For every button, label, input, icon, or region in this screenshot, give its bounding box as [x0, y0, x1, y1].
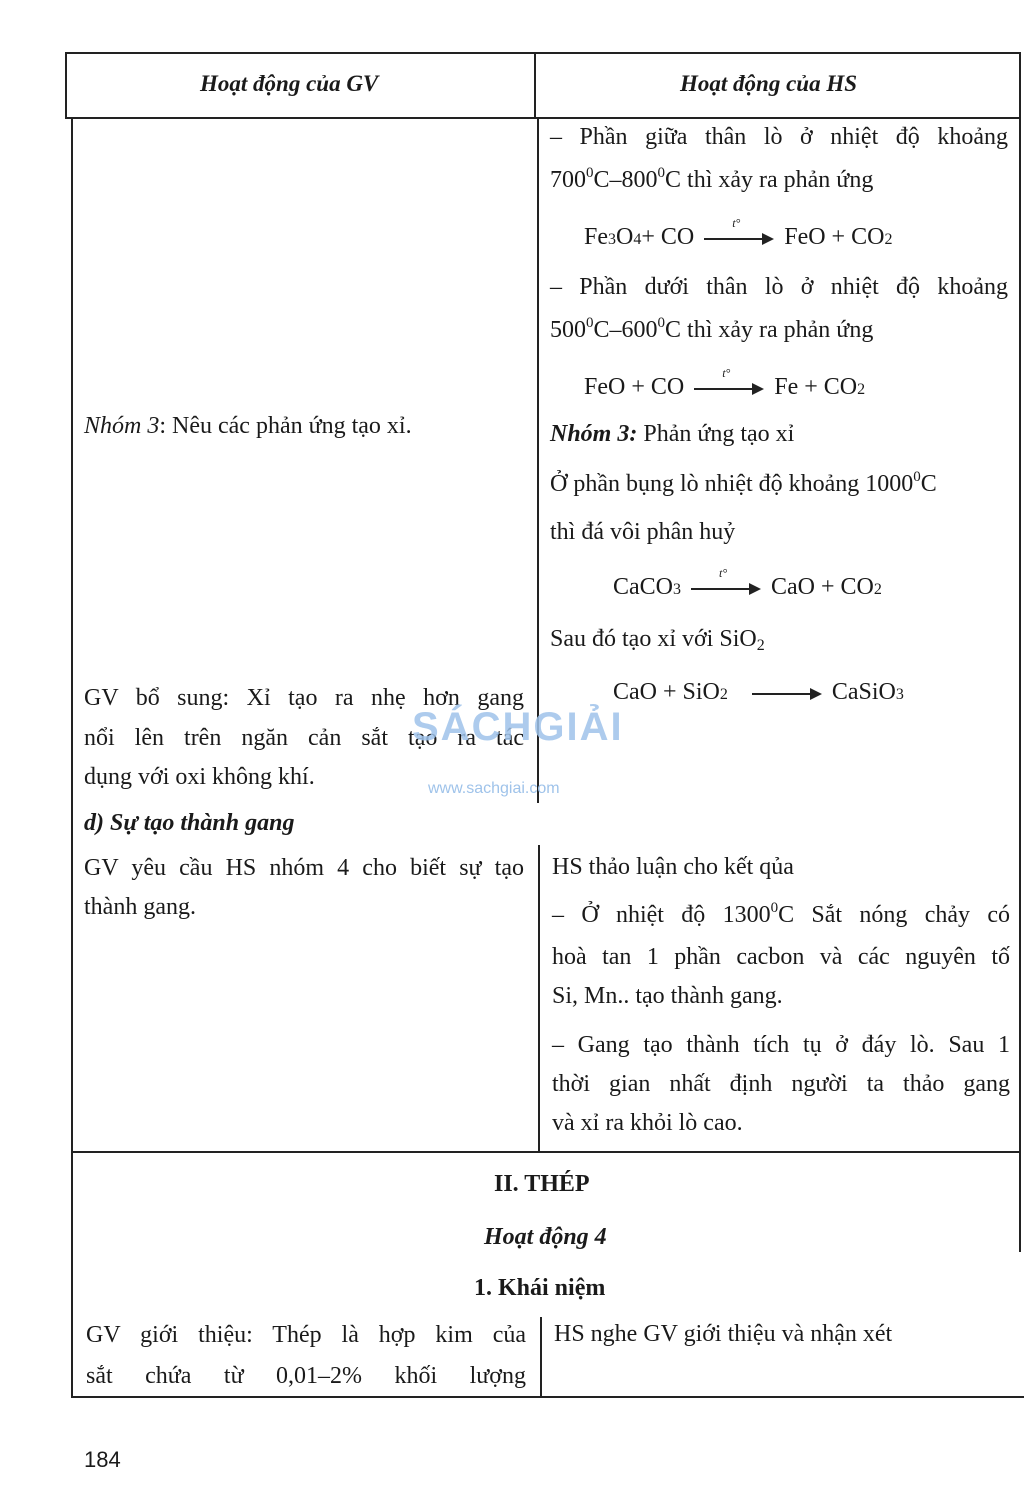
reaction-arrow-icon: t°: [704, 230, 774, 244]
equation-fe3o4-co: Fe 3 O 4 + CO t° FeO + CO 2: [584, 216, 893, 250]
reaction-arrow-icon: t°: [694, 380, 764, 394]
column-divider: [537, 117, 539, 803]
hs-steel: HS nghe GV giới thiệu và nhận xét: [554, 1321, 893, 1347]
column-divider: [540, 1317, 542, 1397]
gv-group4-line1: GV yêu cầu HS nhóm 4 cho biết sự tạo: [84, 855, 524, 881]
page-number: 184: [84, 1447, 121, 1472]
hs-group4-line2: – Ở nhiệt độ 1300$^0$C Sắt nóng chảy có: [552, 900, 1010, 928]
section-d-heading: d) Sự tạo thành gang: [84, 810, 295, 836]
activity4-title: Hoạt động 4: [484, 1224, 607, 1250]
concept-title: 1. Khái niệm: [474, 1275, 606, 1301]
equation-caco3: CaCO 3 t° CaO + CO 2: [613, 566, 882, 600]
equation-feo-co: FeO + CO t° Fe + CO 2: [584, 366, 866, 400]
gv-group4-line2: thành gang.: [84, 894, 196, 920]
hs-group3-line4: Sau đó tạo xỉ với SiO$_2$: [550, 626, 765, 654]
column-divider: [538, 845, 540, 1152]
hs-group3-line2: Ở phần bụng lò nhiệt độ khoảng 1000$^0$C: [550, 469, 937, 497]
hs-middle-line2: $700^0C-800^0C$ thì xảy ra phản ứng: [550, 165, 874, 193]
gv-group3: Nhóm 3: Nêu các phản ứng tạo xỉ.: [84, 413, 412, 439]
table-left-border: [71, 117, 73, 1397]
hs-group4-line3: hoà tan 1 phần cacbon và các nguyên tố: [552, 944, 1010, 970]
table-bottom-border: [71, 1396, 1024, 1398]
hs-lower-line2: $500^0C-600^0C$ thì xảy ra phản ứng: [550, 315, 874, 343]
watermark-url: www.sachgiai.com: [428, 780, 560, 797]
gv-supplement-line1: GV bổ sung: Xỉ tạo ra nhẹ hơn gang: [84, 685, 524, 711]
hs-group3-line3: thì đá vôi phân huỷ: [550, 519, 736, 545]
reaction-arrow-icon: t°: [691, 580, 761, 594]
gv-steel-line2: sắt chứa từ 0,01–2% khối lượng: [86, 1363, 526, 1389]
table-top-border: [65, 52, 1020, 54]
hs-group4-line4: Si, Mn.. tạo thành gang.: [552, 983, 783, 1009]
equation-cao-sio2: CaO + SiO 2 CaSiO 3: [613, 679, 904, 705]
gv-supplement-line3: dụng với oxi không khí.: [84, 764, 315, 790]
hs-lower-line1: – Phần dưới thân lò ở nhiệt độ khoảng: [550, 274, 1008, 300]
watermark-logo: SÁCHGIẢI: [412, 705, 624, 749]
reaction-arrow-icon: [752, 685, 822, 699]
row-divider: [71, 1151, 1020, 1153]
hs-group4-line6: thời gian nhất định người ta thảo gang: [552, 1071, 1010, 1097]
hs-group4-line7: và xỉ ra khỏi lò cao.: [552, 1110, 743, 1136]
header-hs: Hoạt động của HS: [680, 71, 858, 96]
column-divider: [534, 52, 536, 118]
gv-supplement-line2: nổi lên trên ngăn cản sắt tạo ra tác: [84, 725, 524, 751]
hs-group4-line5: – Gang tạo thành tích tụ ở đáy lò. Sau 1: [552, 1032, 1010, 1058]
header-bottom-border: [65, 117, 1020, 119]
hs-group4-line1: HS thảo luận cho kết qủa: [552, 854, 794, 880]
header-gv: Hoạt động của GV: [200, 71, 379, 96]
hs-middle-line1: – Phần giữa thân lò ở nhiệt độ khoảng: [550, 124, 1008, 150]
table-right-border: [1019, 52, 1021, 1252]
gv-steel-line1: GV giới thiệu: Thép là hợp kim của: [86, 1322, 526, 1348]
hs-group3-line1: Nhóm 3: Phản ứng tạo xỉ: [550, 421, 795, 447]
table-left-border: [65, 52, 67, 118]
section2-title: II. THÉP: [494, 1171, 590, 1197]
